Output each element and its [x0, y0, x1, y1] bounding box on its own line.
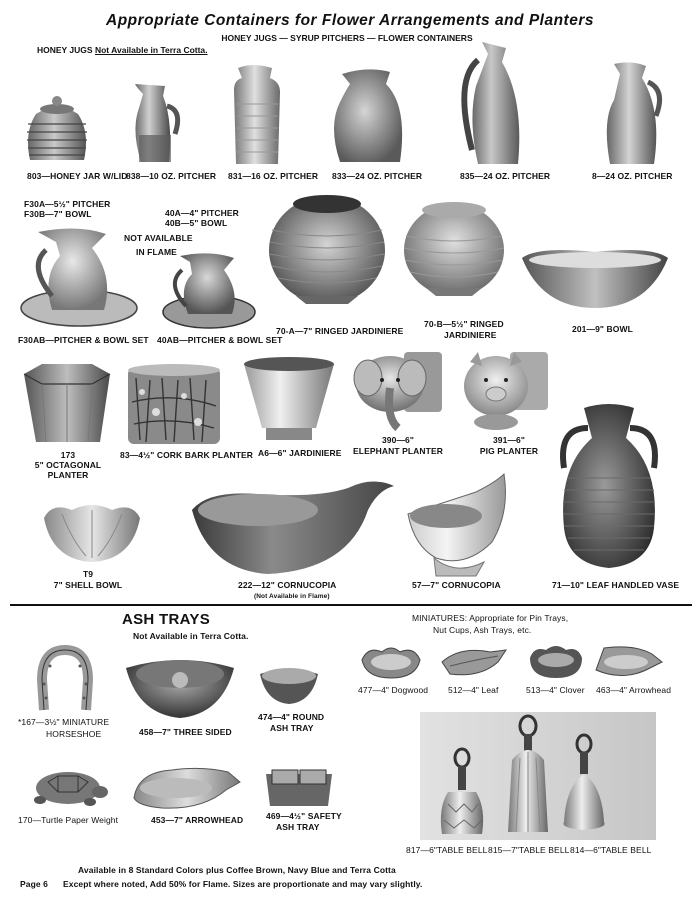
label-222-note: (Not Available in Flame)	[254, 593, 330, 600]
label-70a: 70-A—7" RINGED JARDINIERE	[276, 326, 404, 336]
label-512: 512—4" Leaf	[448, 685, 499, 695]
label-815: 815—7"TABLE BELL	[488, 845, 570, 855]
label-453: 453—7" ARROWHEAD	[151, 815, 244, 825]
pitcher-8-photo	[600, 60, 664, 166]
label-70b-1: 70-B—5½" RINGED	[424, 319, 504, 329]
label-40a: 40A—4" PITCHER	[165, 208, 239, 218]
pig-planter-391-photo	[460, 348, 552, 432]
octagonal-planter-173-photo	[22, 360, 112, 446]
label-201: 201—9" BOWL	[572, 324, 633, 334]
label-814: 814—6"TABLE BELL	[570, 845, 652, 855]
label-83: 83—4½" CORK BARK PLANTER	[120, 450, 254, 460]
label-391-desc: PIG PLANTER	[479, 446, 539, 456]
arrowhead-463-photo	[594, 642, 664, 680]
cornucopia-57-photo	[406, 472, 510, 578]
label-469: 469—4½" SAFETY	[266, 811, 342, 821]
pitcher-835-photo	[452, 40, 536, 166]
cornucopia-222-photo	[188, 470, 396, 576]
table-bells-photo	[420, 712, 656, 840]
flame-note-2: IN FLAME	[136, 247, 177, 257]
pitcher-833-photo	[328, 66, 410, 166]
page-number: Page 6	[20, 879, 49, 889]
clover-513-photo	[526, 644, 586, 680]
pitcher-831-photo	[228, 60, 286, 166]
label-t9-desc: 7" SHELL BOWL	[53, 580, 123, 590]
label-838: 838—10 OZ. PITCHER	[126, 171, 217, 181]
label-f30ab: F30AB—PITCHER & BOWL SET	[18, 335, 149, 345]
label-8: 8—24 OZ. PITCHER	[592, 171, 673, 181]
honey-jugs-note: HONEY JUGS Not Available in Terra Cotta.	[37, 45, 208, 55]
flame-note-1: NOT AVAILABLE	[124, 233, 193, 243]
label-477: 477—4" Dogwood	[358, 685, 429, 695]
label-173: 173	[60, 450, 76, 460]
section-divider	[10, 604, 692, 606]
label-t9: T9	[82, 569, 94, 579]
section-subtitle: HONEY JUGS — SYRUP PITCHERS — FLOWER CONTAINERS	[221, 33, 473, 43]
ringed-jardiniere-70b-photo	[402, 200, 506, 298]
safety-ash-tray-469-photo	[264, 766, 334, 810]
horseshoe-167-photo	[30, 644, 100, 714]
label-173-planter: PLANTER	[47, 470, 89, 480]
label-222: 222—12" CORNUCOPIA	[238, 580, 337, 590]
ash-tray-474-photo	[258, 664, 320, 706]
pitcher-838-photo	[125, 80, 185, 164]
leaf-512-photo	[440, 646, 508, 678]
pitcher-bowl-set-40ab-photo	[160, 252, 258, 332]
label-474: 474—4" ROUND	[258, 712, 325, 722]
label-474-desc: ASH TRAY	[270, 723, 314, 733]
label-167-desc: HORSESHOE	[46, 729, 102, 739]
label-463: 463—4" Arrowhead	[596, 685, 672, 695]
ash-tray-458-photo	[122, 652, 238, 722]
label-469-desc: ASH TRAY	[276, 822, 320, 832]
label-a6: A6—6" JARDINIERE	[258, 448, 342, 458]
shell-bowl-t9-photo	[42, 500, 142, 566]
bowl-201-photo	[518, 246, 672, 312]
label-f30b: F30B—7" BOWL	[24, 209, 92, 219]
label-390-desc: ELEPHANT PLANTER	[353, 446, 443, 456]
label-71: 71—10" LEAF HANDLED VASE	[552, 580, 680, 590]
honey-jar-photo	[22, 92, 92, 164]
label-40ab: 40AB—PITCHER & BOWL SET	[157, 335, 283, 345]
label-835: 835—24 OZ. PITCHER	[460, 171, 551, 181]
label-40b: 40B—5" BOWL	[165, 218, 228, 228]
miniatures-note-1: MINIATURES: Appropriate for Pin Trays,	[412, 613, 569, 623]
ringed-jardiniere-70a-photo	[266, 190, 388, 306]
label-817: 817—6"TABLE BELL	[406, 845, 488, 855]
label-173-desc: 5" OCTAGONAL	[34, 460, 102, 470]
label-833: 833—24 OZ. PITCHER	[332, 171, 423, 181]
dogwood-477-photo	[358, 644, 424, 680]
footer-flame-note: Except where noted, Add 50% for Flame. Sizes are proportionate and may vary slightly.	[63, 879, 423, 889]
label-803: 803—HONEY JAR W/LID	[27, 171, 128, 181]
label-70b-2: JARDINIERE	[444, 330, 497, 340]
jardiniere-a6-photo	[242, 356, 336, 444]
cork-bark-planter-83-photo	[126, 362, 222, 446]
arrowhead-453-photo	[132, 762, 242, 812]
label-167: *167—3½" MINIATURE	[18, 717, 110, 727]
elephant-planter-390-photo	[352, 348, 446, 432]
label-170: 170—Turtle Paper Weight	[18, 815, 119, 825]
page-title: Appropriate Containers for Flower Arrangements and Planters	[106, 12, 594, 29]
label-513: 513—4" Clover	[526, 685, 585, 695]
pitcher-bowl-set-f30ab-photo	[18, 226, 140, 332]
label-391: 391—6"	[492, 435, 526, 445]
label-f30a: F30A—5½" PITCHER	[24, 199, 111, 209]
label-831: 831—16 OZ. PITCHER	[228, 171, 319, 181]
label-57: 57—7" CORNUCOPIA	[412, 580, 501, 590]
ash-trays-title: ASH TRAYS	[122, 611, 210, 628]
footer-colors-note: Available in 8 Standard Colors plus Coffee Brown, Navy Blue and Terra Cotta	[78, 865, 396, 875]
miniatures-note-2: Nut Cups, Ash Trays, etc.	[433, 625, 532, 635]
turtle-paper-weight-170-photo	[28, 762, 108, 808]
ash-trays-note: Not Available in Terra Cotta.	[133, 631, 249, 641]
label-390: 390—6"	[381, 435, 415, 445]
label-458: 458—7" THREE SIDED	[139, 727, 232, 737]
leaf-handled-vase-71-photo	[554, 398, 664, 570]
